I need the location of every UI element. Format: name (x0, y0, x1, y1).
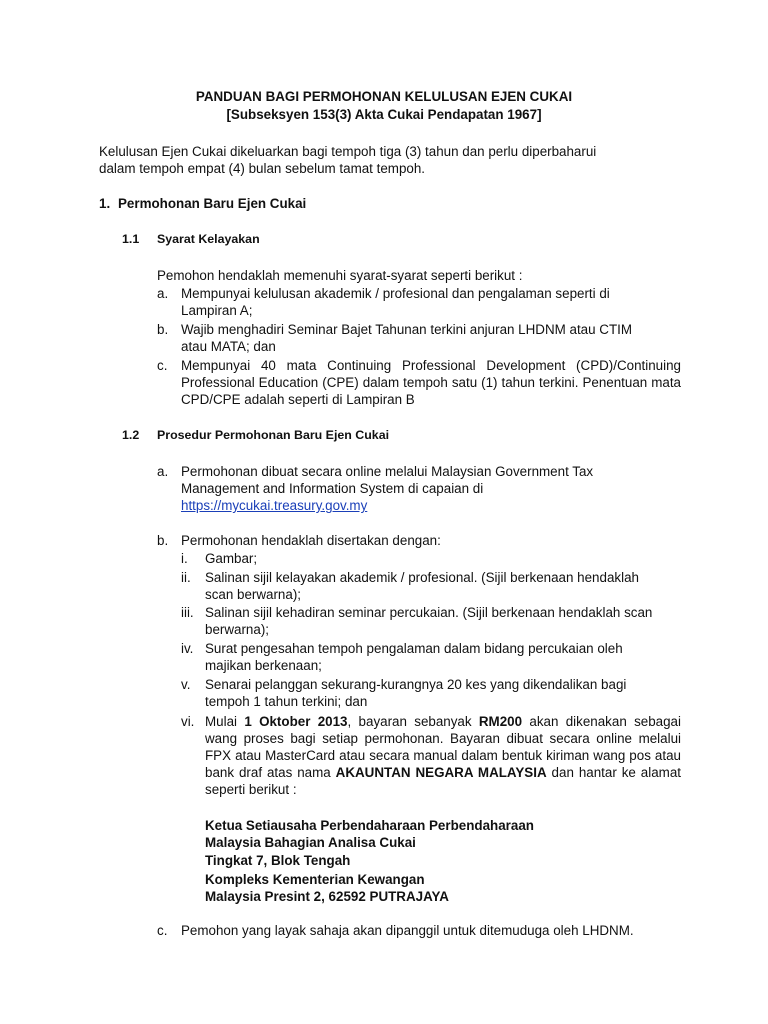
procedure-b-marker: b. (157, 533, 169, 548)
eligibility-a-marker: a. (157, 286, 169, 301)
document-item-iii-line-2: berwarna); (205, 622, 270, 637)
payee-name: AKAUNTAN NEGARA MALAYSIA (335, 765, 547, 780)
eligibility-c-text: Mempunyai 40 mata Continuing Professional Development (CPD)/Continuing Professional Education (CPE) dalam tempoh satu (1) tahun terkini. Penentuan mata CPD/CPE adalah seperti di Lampiran B (181, 358, 681, 407)
section-1-title: Permohonan Baru Ejen Cukai (118, 196, 307, 211)
procedure-c-marker: c. (157, 923, 168, 938)
eligibility-a-line-2: Lampiran A; (181, 303, 253, 318)
eligibility-b-line-1: Wajib menghadiri Seminar Bajet Tahunan terkini anjuran LHDNM atau CTIM (181, 322, 633, 337)
address-line-1: Ketua Setiausaha Perbendaharaan Perbendaharaan (205, 818, 534, 833)
subsection-1-1-title: Syarat Kelayakan (157, 232, 260, 246)
intro-line-2: dalam tempoh empat (4) bulan sebelum tamat tempoh. (99, 161, 426, 176)
document-item-i-marker: i. (181, 551, 188, 566)
fee-amount: RM200 (478, 714, 523, 729)
procedure-a-line-2: Management and Information System di capaian di (181, 481, 484, 496)
subsection-1-2-number: 1.2 (122, 428, 140, 442)
eligibility-a-line-1: Mempunyai kelulusan akademik / profesional dan pengalaman seperti di (181, 286, 610, 301)
document-item-v-line-2: tempoh 1 tahun terkini; dan (205, 694, 368, 709)
document-item-iv-marker: iv. (181, 641, 194, 656)
procedure-a-line-1: Permohonan dibuat secara online melalui Malaysian Government Tax (181, 464, 594, 479)
address-line-3: Tingkat 7, Blok Tengah (205, 853, 351, 868)
procedure-c-text: Pemohon yang layak sahaja akan dipanggil untuk ditemuduga oleh LHDNM. (181, 923, 634, 938)
intro-line-1: Kelulusan Ejen Cukai dikeluarkan bagi tempoh tiga (3) tahun dan perlu diperbaharui (99, 144, 597, 159)
document-item-iii-marker: iii. (181, 605, 194, 620)
fee-start-date: 1 Oktober 2013 (244, 714, 348, 729)
document-item-vi-marker: vi. (181, 714, 195, 729)
procedure-a-marker: a. (157, 464, 169, 479)
document-item-v-marker: v. (181, 677, 191, 692)
document-item-iii-line-1: Salinan sijil kehadiran seminar percukaian. (Sijil berkenaan hendaklah scan (205, 605, 653, 620)
eligibility-lead: Pemohon hendaklah memenuhi syarat-syarat seperti berikut : (157, 268, 523, 283)
eligibility-b-line-2: atau MATA; dan (181, 339, 276, 354)
document-title: PANDUAN BAGI PERMOHONAN KELULUSAN EJEN CUKAI (195, 89, 573, 104)
mycukai-link[interactable]: https://mycukai.treasury.gov.my (181, 498, 368, 513)
address-line-5: Malaysia Presint 2, 62592 PUTRAJAYA (205, 889, 449, 904)
address-line-4: Kompleks Kementerian Kewangan (205, 872, 425, 887)
eligibility-c-marker: c. (157, 358, 168, 373)
document-item-ii-marker: ii. (181, 570, 191, 585)
section-1-number: 1. (99, 196, 111, 211)
document-item-i: Gambar; (205, 551, 258, 566)
eligibility-b-marker: b. (157, 322, 169, 337)
subsection-1-1-number: 1.1 (122, 232, 140, 246)
document-item-ii-line-1: Salinan sijil kelayakan akademik / profesional. (Sijil berkenaan hendaklah (205, 570, 639, 585)
document-item-iv-line-1: Surat pengesahan tempoh pengalaman dalam bidang percukaian oleh (205, 641, 623, 656)
document-subtitle: [Subseksyen 153(3) Akta Cukai Pendapatan 1967] (226, 107, 542, 122)
document-item-iv-line-2: majikan berkenaan; (205, 658, 322, 673)
document-item-ii-line-2: scan berwarna); (205, 587, 302, 602)
subsection-1-2-title: Prosedur Permohonan Baru Ejen Cukai (157, 428, 390, 442)
document-item-v-line-1: Senarai pelanggan sekurang-kurangnya 20 kes yang dikendalikan bagi (205, 677, 627, 692)
address-line-2: Malaysia Bahagian Analisa Cukai (205, 835, 416, 850)
document-item-vi-text: Mulai 1 Oktober 2013, bayaran sebanyak RM200 akan dikenakan sebagai wang proses bagi setiap permohonan. Bayaran dibuat secara online melalui FPX atau MasterCard atau secara manual dalam bentuk kiriman wang pos atau bank draf atas nama AKAUNTAN NEGARA MALAYSIA dan hantar ke alamat seperti berikut : (205, 714, 681, 797)
procedure-b-lead: Permohonan hendaklah disertakan dengan: (181, 533, 441, 548)
